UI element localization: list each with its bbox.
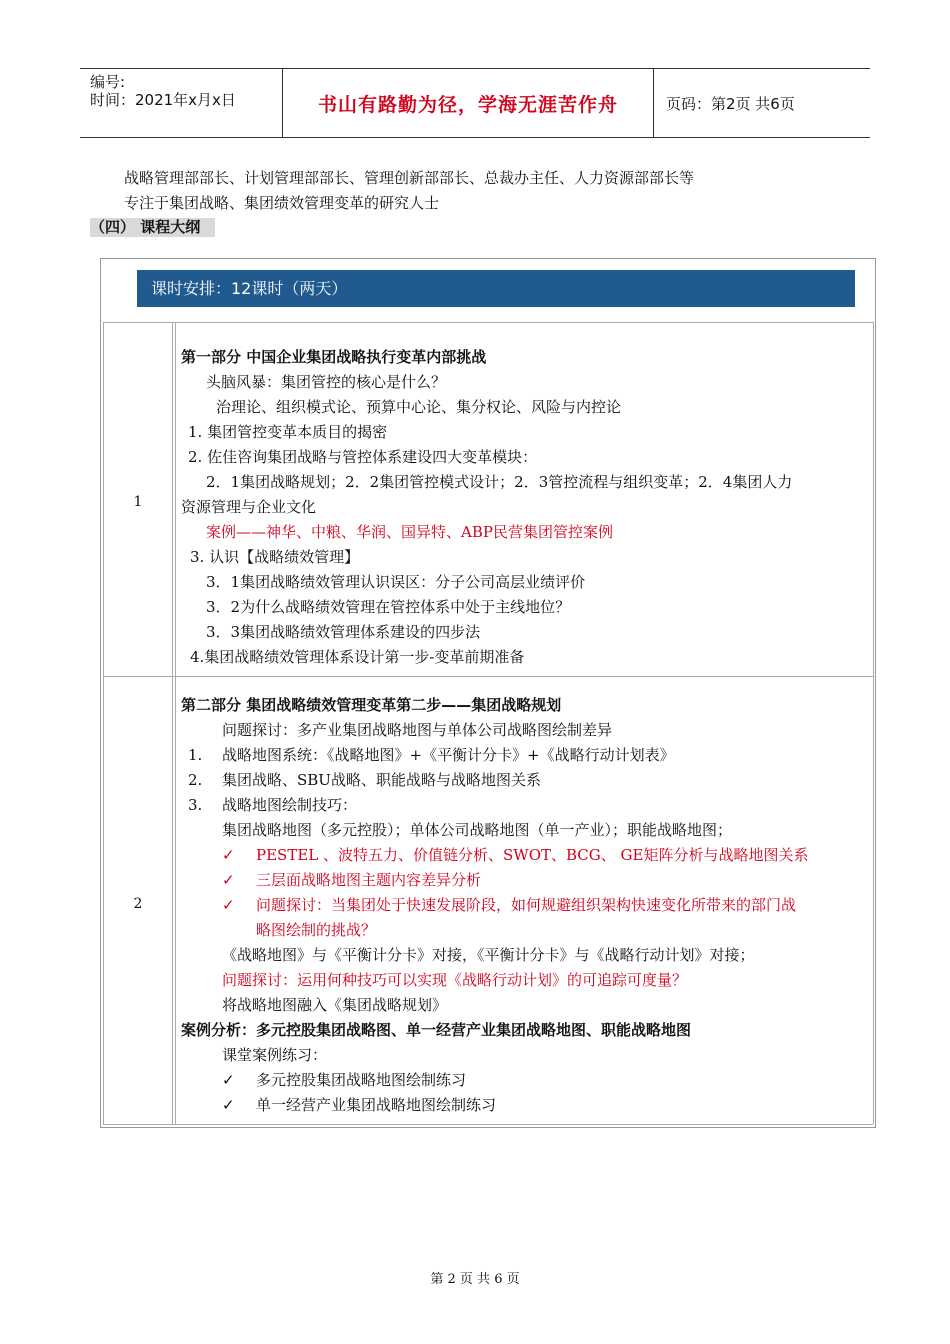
row-divider-top xyxy=(103,322,873,323)
header-motto: 书山有路勤为径，学海无涯苦作舟 xyxy=(317,93,618,116)
outline-line: 3. 认识【战略绩效管理】 xyxy=(190,548,360,566)
check-icon: ✓ xyxy=(222,871,235,889)
page-footer: 第 2 页 共 6 页 xyxy=(430,1272,520,1287)
outline-line: 战略地图绘制技巧： xyxy=(222,796,358,814)
outline-line: 问题探讨：多产业集团战略地图与单体公司战略图绘制差异 xyxy=(222,721,613,739)
outline-line: 战略地图系统：《战略地图》+《平衡计分卡》+《战略行动计划表》 xyxy=(222,746,675,764)
outline-line: 多元控股集团战略地图绘制练习 xyxy=(256,1071,467,1089)
check-icon: ✓ xyxy=(222,896,235,914)
outline-line: 课堂案例练习： xyxy=(222,1046,328,1064)
outline-line: 集团战略地图（多元控股）；单体公司战略地图（单一产业）；职能战略地图； xyxy=(222,821,733,839)
case-highlight: 案例——神华、中粮、华润、国异特、ABP民营集团管控案例 xyxy=(206,523,613,541)
row-divider-middle xyxy=(103,676,873,677)
column-divider-number xyxy=(172,322,173,1124)
outline-bullet-red: 三层面战略地图主题内容差异分析 xyxy=(256,871,482,889)
outline-line: 3．3集团战略绩效管理体系建设的四步法 xyxy=(206,623,481,641)
outline-line: 3．1集团战略绩效管理认识误区：分子公司高层业绩评价 xyxy=(206,573,586,591)
intro-line-1: 战略管理部部长、计划管理部部长、管理创新部部长、总裁办主任、人力资源部部长等 xyxy=(124,169,695,187)
row-divider-bottom xyxy=(103,1124,873,1125)
header-page-cell xyxy=(654,69,870,137)
outline-line: 《战略地图》与《平衡计分卡》对接，《平衡计分卡》与《战略行动计划》对接； xyxy=(222,946,755,964)
list-number: 3. xyxy=(188,796,203,814)
list-number: 2. xyxy=(188,771,203,789)
doc-time-label: 时间：2021年x月x日 xyxy=(90,91,236,109)
doc-code-label: 编号: xyxy=(90,73,126,91)
column-divider-right xyxy=(873,322,874,1124)
outline-line: 资源管理与企业文化 xyxy=(181,498,317,516)
outline-line: 头脑风暴：集团管控的核心是什么？ xyxy=(206,373,447,391)
check-icon: ✓ xyxy=(222,846,235,864)
part-heading: 第一部分 中国企业集团战略执行变革内部挑战 xyxy=(181,348,487,366)
intro-line-2: 专注于集团战略、集团绩效管理变革的研究人士 xyxy=(124,194,440,212)
section-title: （四） 课程大纲 xyxy=(90,218,215,237)
outline-line-red: 问题探讨：运用何种技巧可以实现《战略行动计划》的可追踪可度量？ xyxy=(222,971,688,989)
header-meta xyxy=(80,69,283,137)
check-icon: ✓ xyxy=(222,1096,235,1114)
outline-bullet-red: PESTEL 、波特五力、价值链分析、SWOT、BCG、 GE矩阵分析与战略地图关系 xyxy=(256,846,809,864)
outline-line: 集团战略、SBU战略、职能战略与战略地图关系 xyxy=(222,771,541,789)
outline-line: 治理论、组织模式论、预算中心论、集分权论、风险与内控论 xyxy=(216,398,622,416)
part-heading: 第二部分 集团战略绩效管理变革第二步——集团战略规划 xyxy=(181,696,562,714)
case-analysis-heading: 案例分析：多元控股集团战略图、单一经营产业集团战略地图、职能战略地图 xyxy=(181,1021,692,1039)
outline-line: 1. 集团管控变革本质目的揭密 xyxy=(188,423,388,441)
outline-bullet-red: 略图绘制的挑战？ xyxy=(256,921,377,939)
outline-line: 2. 佐佳咨询集团战略与管控体系建设四大变革模块： xyxy=(188,448,538,466)
header-motto-cell xyxy=(283,69,654,137)
outline-line: 4.集团战略绩效管理体系设计第一步-变革前期准备 xyxy=(190,648,525,666)
schedule-banner: 课时安排：12课时（两天） xyxy=(137,270,855,307)
outline-line: 单一经营产业集团战略地图绘制练习 xyxy=(256,1096,497,1114)
column-divider-number-inner xyxy=(175,322,176,1124)
outline-line: 将战略地图融入《集团战略规划》 xyxy=(222,996,448,1014)
outline-bullet-red: 问题探讨：当集团处于快速发展阶段，如何规避组织架构快速变化所带来的部门战 xyxy=(256,896,797,914)
row-number-2: 2 xyxy=(133,896,143,912)
outline-line: 2．1集团战略规划；2．2集团管控模式设计；2．3管控流程与组织变革；2．4集团人力 xyxy=(206,473,793,491)
header-page-info: 页码：第2页 共6页 xyxy=(666,94,795,113)
column-divider-left xyxy=(103,322,104,1124)
list-number: 1. xyxy=(188,746,203,764)
outline-line: 3．2为什么战略绩效管理在管控体系中处于主线地位？ xyxy=(206,598,571,616)
check-icon: ✓ xyxy=(222,1071,235,1089)
row-number-1: 1 xyxy=(133,494,143,510)
document-header xyxy=(80,68,870,138)
